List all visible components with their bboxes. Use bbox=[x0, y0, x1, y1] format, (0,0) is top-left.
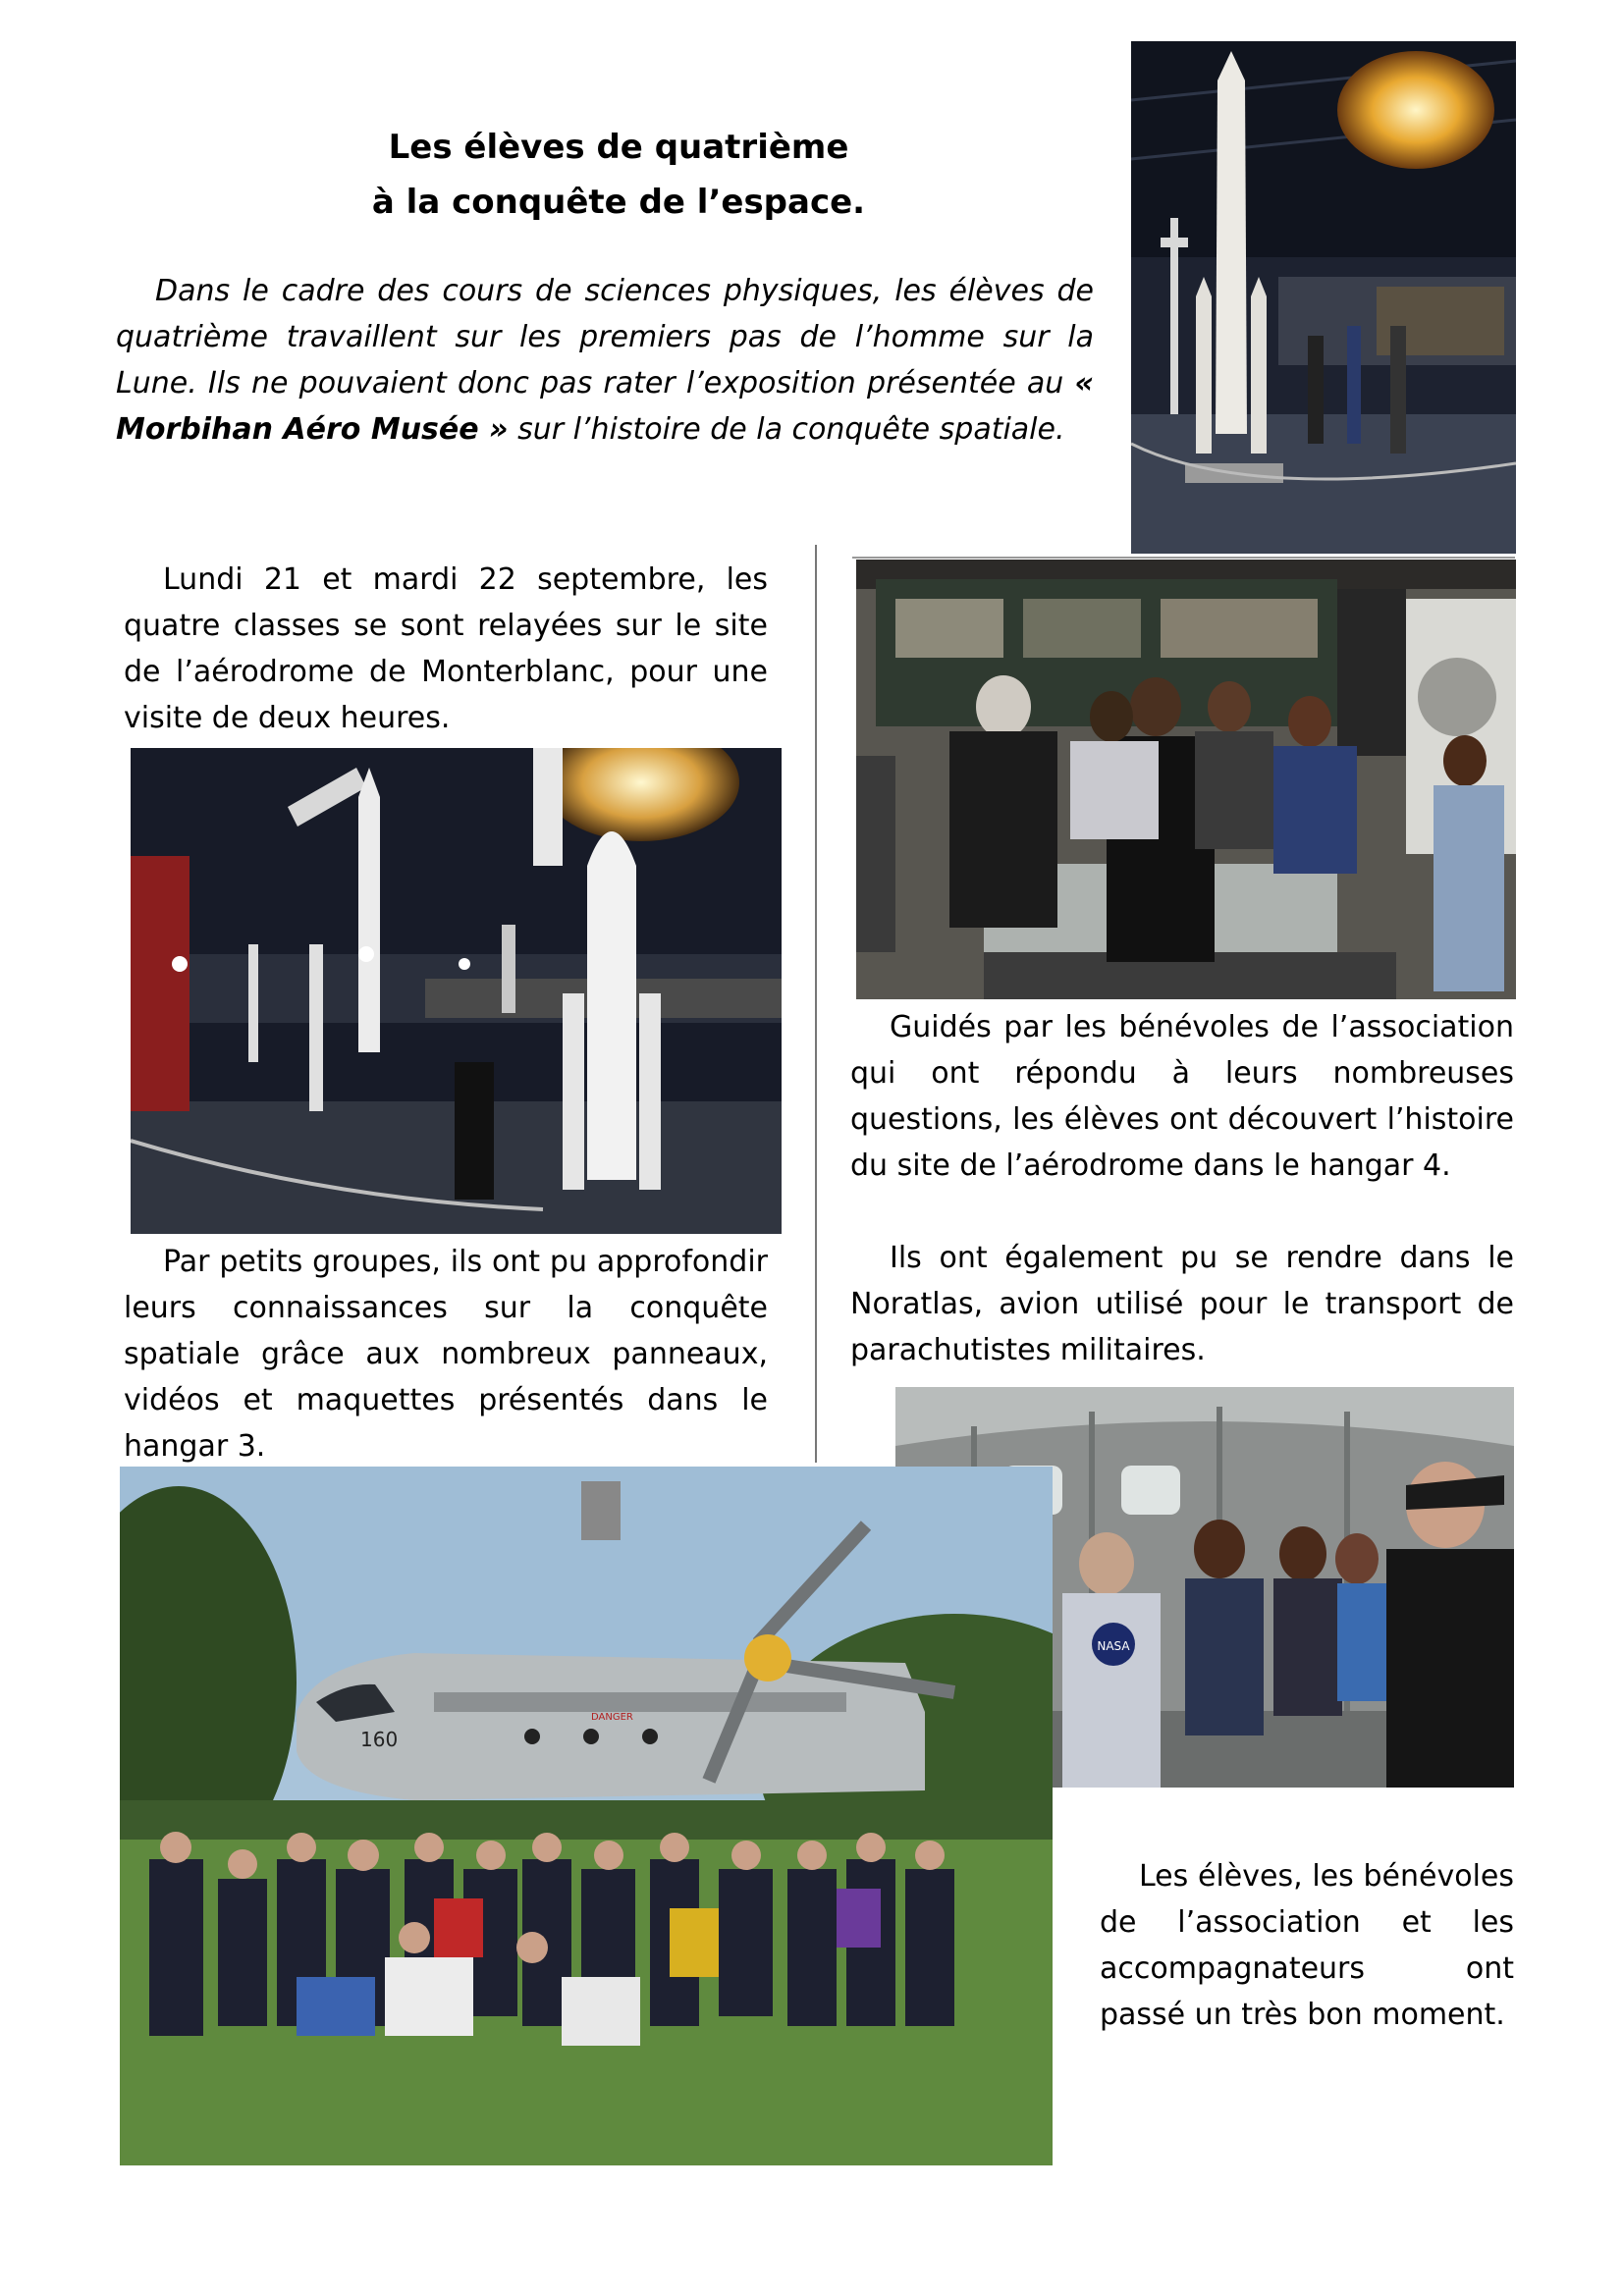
plane-warning: DANGER bbox=[591, 1712, 633, 1723]
photo-rocket-exhibit bbox=[1131, 41, 1516, 554]
plane-number: 160 bbox=[360, 1728, 399, 1751]
guides-paragraph: Guidés par les bénévoles de l’association qui ont répondu à leurs nombreuses questions, les élèves ont découvert l’histoire du site de l’aérodrome dans le hangar 4. bbox=[850, 1010, 1514, 1183]
photo-hangar4-students bbox=[856, 560, 1516, 999]
intro-text-start: Dans le cadre des cours de sciences physiques, les élèves de quatrième travaillent sur les premiers pas de l’homme sur la Lune. Ils ne pouvaient donc pas rater l’exposition présentée au bbox=[116, 274, 1094, 400]
photo-group-noratlas bbox=[120, 1467, 1053, 2165]
column-divider bbox=[815, 545, 817, 1463]
intro-paragraph bbox=[116, 268, 1094, 453]
title-line-2: à la conquête de l’espace. bbox=[371, 183, 866, 222]
museum-name: « Morbihan Aéro Musée » bbox=[116, 366, 1094, 447]
visit-paragraph: Lundi 21 et mardi 22 septembre, les quatre classes se sont relayées sur le site de l’aérodrome de Monterblanc, pour une visite de deux heures. bbox=[124, 562, 768, 735]
title-line-1: Les élèves de quatrième bbox=[388, 128, 849, 167]
photo-hangar3-rockets bbox=[131, 748, 782, 1234]
nasa-shirt-text: NASA bbox=[1097, 1639, 1130, 1653]
article-title bbox=[295, 120, 943, 230]
groups-paragraph: Par petits groupes, ils ont pu approfondir leurs connaissances sur la conquête spatiale grâce aux nombreux panneaux, vidéos et maquettes présentés dans le hangar 3. bbox=[124, 1245, 768, 1464]
intro-text-end: sur l’histoire de la conquête spatiale. bbox=[508, 412, 1065, 447]
noratlas-paragraph: Ils ont également pu se rendre dans le Noratlas, avion utilisé pour le transport de parachutistes militaires. bbox=[850, 1241, 1514, 1367]
photo-top-rule bbox=[852, 557, 1515, 559]
closing-paragraph: Les élèves, les bénévoles de l’association et les accompagnateurs ont passé un très bon moment. bbox=[1100, 1859, 1514, 2032]
